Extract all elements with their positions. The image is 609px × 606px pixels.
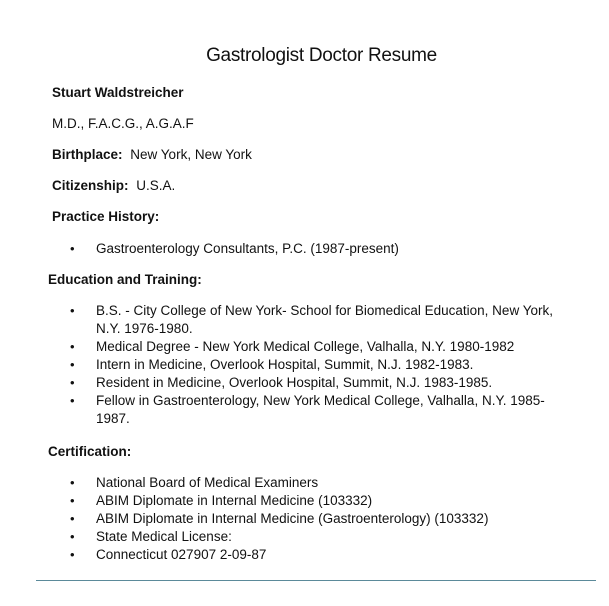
bullet-icon: • xyxy=(70,357,75,372)
page-title: Gastrologist Doctor Resume xyxy=(206,45,437,66)
list-item: • Medical Degree - New York Medical College, Valhalla, N.Y. 1980-1982 xyxy=(70,339,515,354)
list-item: • Intern in Medicine, Overlook Hospital, Summit, N.J. 1982-1983. xyxy=(70,357,474,372)
list-item: • B.S. - City College of New York- School for Biomedical Education, New York, N.Y. 1976-1980. xyxy=(70,303,553,336)
list-item: • Connecticut 027907 2-09-87 xyxy=(70,547,267,562)
certification-heading: Certification: xyxy=(48,444,132,459)
credentials: M.D., F.A.C.G., A.G.A.F xyxy=(52,116,194,131)
candidate-name: Stuart Waldstreicher xyxy=(52,85,184,100)
bullet-icon: • xyxy=(70,511,75,526)
certification-list xyxy=(48,474,488,564)
bullet-icon: • xyxy=(70,393,75,408)
list-item: • National Board of Medical Examiners xyxy=(70,475,319,490)
list-item: • ABIM Diplomate in Internal Medicine (Gastroenterology) (103332) xyxy=(70,511,489,526)
bullet-icon: • xyxy=(70,241,75,256)
footer-divider xyxy=(36,580,596,581)
bullet-icon: • xyxy=(70,303,75,318)
education-list xyxy=(48,302,556,428)
birthplace-row xyxy=(52,146,252,164)
bullet-icon: • xyxy=(70,493,75,508)
practice-history-list xyxy=(48,240,399,258)
bullet-icon: • xyxy=(70,547,75,562)
list-item: • ABIM Diplomate in Internal Medicine (103332) xyxy=(70,493,373,508)
education-heading: Education and Training: xyxy=(48,272,202,287)
list-item: • State Medical License: xyxy=(70,529,232,544)
list-item: • Gastroenterology Consultants, P.C. (1987-present) xyxy=(70,241,399,256)
bullet-icon: • xyxy=(70,339,75,354)
birthplace-label: Birthplace: xyxy=(52,147,123,162)
bullet-icon: • xyxy=(70,375,75,390)
birthplace-value: New York, New York xyxy=(130,147,252,162)
bullet-icon: • xyxy=(70,529,75,544)
practice-history-heading: Practice History: xyxy=(52,209,160,224)
citizenship-row xyxy=(52,177,175,195)
citizenship-value: U.S.A. xyxy=(136,178,176,193)
list-item: • Resident in Medicine, Overlook Hospital, Summit, N.J. 1983-1985. xyxy=(70,375,493,390)
bullet-icon: • xyxy=(70,475,75,490)
citizenship-label: Citizenship: xyxy=(52,178,129,193)
list-item: • Fellow in Gastroenterology, New York Medical College, Valhalla, N.Y. 1985-1987. xyxy=(70,393,545,426)
